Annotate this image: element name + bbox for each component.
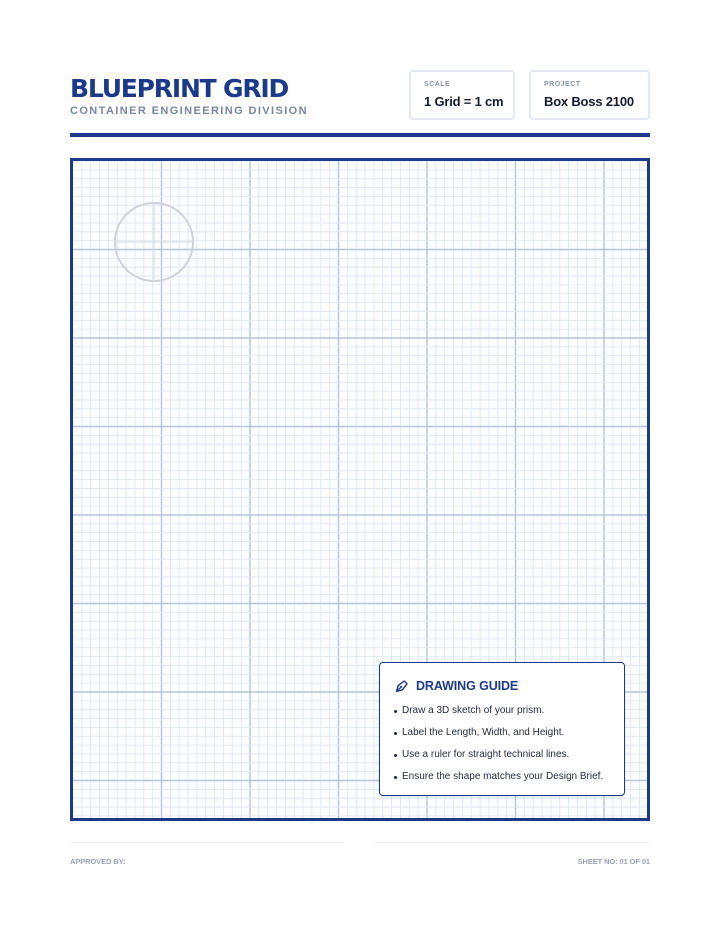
scale-label: SCALE	[424, 81, 451, 88]
approved-by-label: APPROVED BY:	[70, 857, 126, 866]
page-title: BLUEPRINT GRID	[70, 74, 289, 103]
drawing-guide-list	[394, 702, 610, 790]
scale-value: 1 Grid = 1 cm	[424, 94, 504, 109]
approval-signature-line	[70, 842, 344, 843]
page-subtitle: CONTAINER ENGINEERING DIVISION	[70, 105, 308, 117]
project-label: PROJECT	[544, 81, 581, 88]
project-value: Box Boss 2100	[544, 94, 634, 109]
guide-item: Draw a 3D sketch of your prism.	[394, 702, 610, 724]
sheet-signature-line	[374, 842, 650, 843]
registration-circle-icon	[113, 201, 195, 283]
pen-nib-icon	[394, 678, 410, 694]
drawing-guide-header	[394, 676, 610, 696]
drawing-guide-title: DRAWING GUIDE	[416, 679, 519, 693]
guide-item: Use a ruler for straight technical lines.	[394, 746, 610, 768]
sheet-number: SHEET NO: 01 OF 01	[577, 857, 650, 866]
guide-item: Label the Length, Width, and Height.	[394, 724, 610, 746]
scale-box	[409, 70, 515, 120]
header-divider	[70, 133, 650, 137]
drawing-guide-panel	[379, 662, 625, 796]
guide-item: Ensure the shape matches your Design Brief.	[394, 768, 610, 790]
page-header	[70, 70, 650, 126]
project-box	[529, 70, 650, 120]
